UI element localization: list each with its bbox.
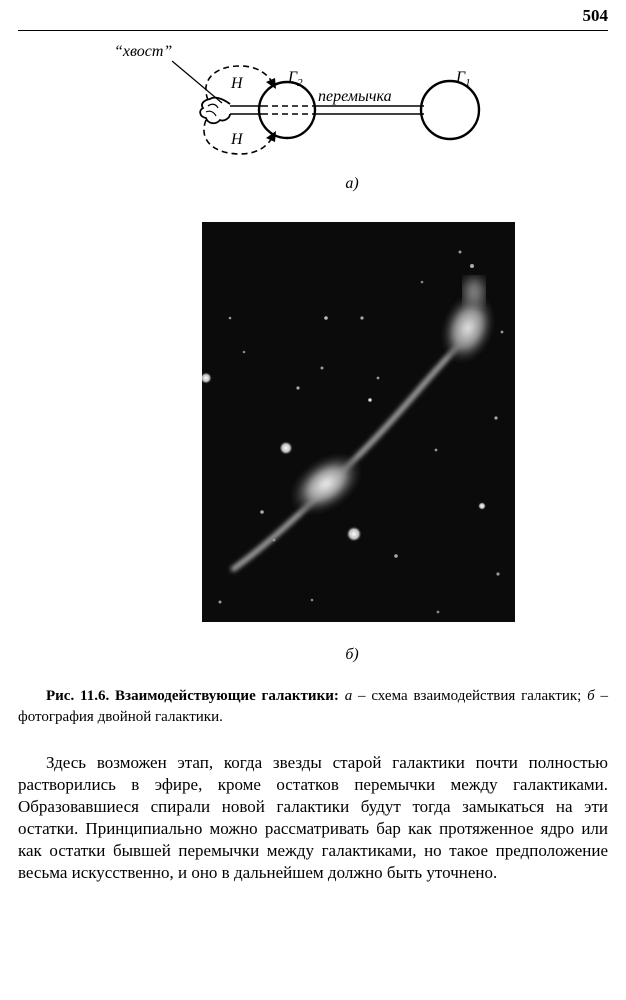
header-rule	[18, 30, 608, 31]
g1-letter: Г	[456, 69, 466, 86]
star	[368, 398, 373, 403]
star	[311, 599, 314, 602]
caption-title: Рис. 11.6. Взаимодействующие галактики:	[46, 688, 339, 704]
star	[421, 281, 424, 284]
bridge-label: перемычка	[318, 88, 392, 105]
star	[360, 316, 363, 319]
star	[459, 251, 462, 254]
interaction-diagram	[0, 32, 626, 192]
galaxy-photograph	[202, 222, 515, 622]
star	[435, 449, 438, 452]
g2-label	[287, 69, 303, 89]
body-paragraph: Здесь возможен этап, когда звезды старой галактики почти полностью растворились в эфире, кроме остатков перемычки между галактиками. Образовавшиеся спирали новой галактики будут тогда замыкаться на эти остатки. Принципиально можно рассматривать бар как протяженное ядро или как остатки бывшей перемычки между галактиками, но такое предположение весьма искусственно, и оно в дальнейшем должно быть уточнено.	[18, 753, 608, 882]
star	[496, 572, 499, 575]
star	[279, 441, 293, 455]
caption-part-b-letter: б	[587, 688, 595, 704]
g2-letter: Г	[288, 69, 298, 86]
figure-caption	[18, 686, 608, 728]
tail-label: “хвост”	[114, 43, 173, 60]
caption-part-a-letter: а	[344, 688, 353, 704]
star	[296, 386, 299, 389]
g1-label	[455, 69, 471, 89]
g2-subscript: 2	[297, 77, 303, 89]
tail-blob	[200, 98, 230, 124]
tail-pointer-line	[172, 61, 222, 103]
star	[470, 264, 474, 268]
galaxy-g1-circle	[421, 81, 479, 139]
star	[243, 351, 246, 354]
caption-part-a-text: – схема взаимодействия галактик;	[352, 688, 588, 704]
star	[229, 317, 232, 320]
star	[219, 601, 222, 604]
star	[321, 367, 324, 370]
star	[260, 510, 264, 514]
star	[437, 611, 440, 614]
caption-part-b-text: – фотография двойной галактики.	[18, 688, 608, 725]
page-number: 504	[582, 6, 608, 25]
figure-label-b: б)	[345, 646, 359, 663]
h-label-bottom: H	[231, 131, 243, 148]
star	[494, 416, 497, 419]
galaxy-g2-circle	[259, 82, 315, 138]
star	[478, 502, 486, 510]
star	[273, 539, 276, 542]
star	[346, 526, 362, 542]
star	[501, 331, 504, 334]
star	[394, 554, 398, 558]
star	[324, 316, 328, 320]
figure-label-a: а)	[345, 175, 359, 192]
star	[377, 377, 380, 380]
h-label-top: H	[231, 75, 243, 92]
g1-subscript: 1	[465, 77, 471, 89]
